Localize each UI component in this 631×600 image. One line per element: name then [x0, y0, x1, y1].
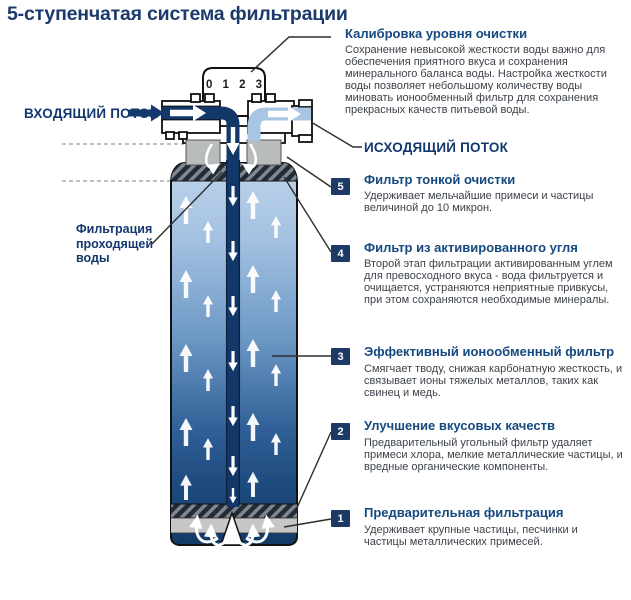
stage-title-3: Эффективный ионообменный фильтр — [364, 344, 615, 359]
stage-badge-4: 4 — [331, 245, 350, 262]
dial-number-1: 1 — [222, 79, 229, 91]
stage-title-1: Предварительная фильтрация — [364, 505, 564, 520]
stage-description-3: Смягчает тводу, снижая карбонатную жесткость, и связывает ионы тяжелых металлов, таких как свинец и медь. — [364, 363, 623, 399]
stage-badge-3: 3 — [331, 348, 350, 365]
outgoing-flow-label: ИСХОДЯЩИЙ ПОТОК — [364, 140, 509, 155]
page-title: 5-ступенчатая система фильтрации — [7, 3, 348, 25]
dial-number-3: 3 — [255, 79, 262, 91]
stage-title-2: Улучшение вкусовых качеств — [364, 418, 556, 433]
stage-description-5: Удерживает мельчайшие примеси и частицы величиной до 10 микрон. — [364, 190, 594, 214]
stage-badge-5: 5 — [331, 178, 350, 195]
stage-badge-2: 2 — [331, 423, 350, 440]
stage-title-5: Фильтр тонкой очистки — [364, 172, 516, 187]
level-dashed-lines — [62, 144, 184, 181]
calibration-description: Сохранение невысокой жесткости воды важно для обеспечения приятного вкуса и сохранения минерального баланса воды. Настройка жесткости воды позволяет небольшому количеству воды миновать ионообменный фильтр для сохранения прекрасных качеств питьевой воды. — [345, 44, 607, 116]
incoming-flow-label: ВХОДЯЩИЙ ПОТОК — [24, 106, 159, 121]
stage-description-1: Удерживает крупные частицы, песчинки и частицы металлических примесей. — [364, 524, 578, 548]
dial-number-0: 0 — [206, 79, 213, 91]
stage-description-4: Второй этап фильтрации активированным углем для превосходного вкуса - вода фильтруется и очищается, устраняются неприятные привкусы, при этом сохраняются необходимые минералы. — [364, 258, 613, 306]
filtration-water-label: Фильтрация проходящей воды — [76, 222, 154, 265]
stage-title-4: Фильтр из активированного угля — [364, 240, 578, 255]
calibration-title: Калибровка уровня очистки — [345, 26, 528, 41]
stage-description-2: Предварительный угольный фильтр удаляет примеси хлора, мелкие металлические частицы, и вредные органические компоненты. — [364, 437, 623, 473]
dial-number-2: 2 — [239, 79, 246, 91]
stage-badge-1: 1 — [331, 510, 350, 527]
dial-scale — [206, 79, 262, 91]
